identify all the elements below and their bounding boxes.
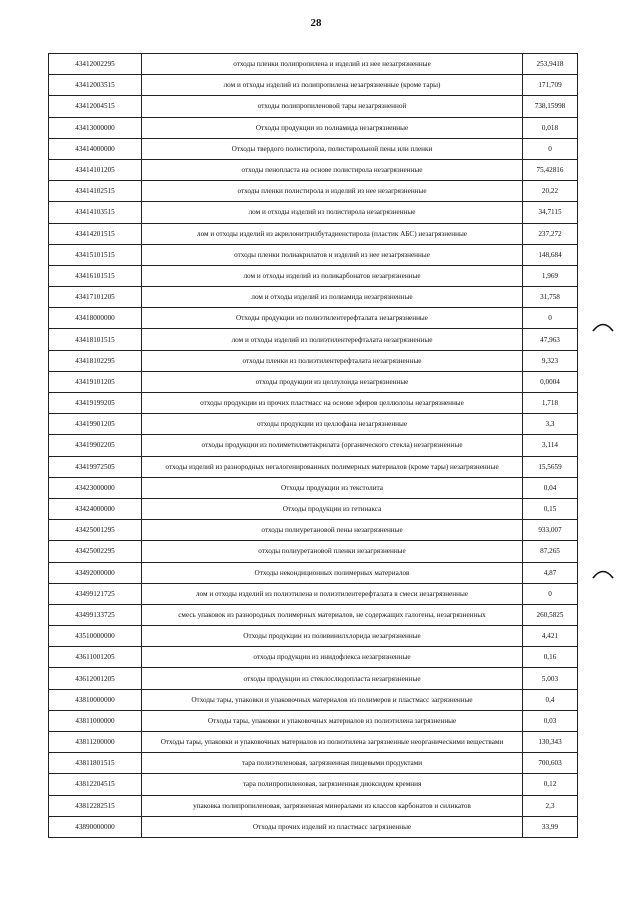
table-row <box>49 287 578 308</box>
amount-cell: 4,87 <box>523 562 578 583</box>
amount-cell: 33,99 <box>523 816 578 837</box>
amount-cell: 20,22 <box>523 181 578 202</box>
table-row <box>49 795 578 816</box>
code-cell: 43418102295 <box>49 350 142 371</box>
table-row <box>49 202 578 223</box>
name-cell: Отходы тары, упаковки и упаковочных материалов из полиэтилена загрязненные <box>142 710 523 731</box>
name-cell: лом и отходы изделий из полистирола незагрязненные <box>142 202 523 223</box>
name-cell: Отходы продукции из текстолита <box>142 477 523 498</box>
name-cell: лом и отходы изделий из полиэтилентерефталата незагрязненные <box>142 329 523 350</box>
table-row <box>49 96 578 117</box>
name-cell: тара полиэтиленовая, загрязненная пищевыми продуктами <box>142 753 523 774</box>
table-row <box>49 668 578 689</box>
name-cell: отходы продукции из стеклослюдопласта незагрязненные <box>142 668 523 689</box>
table-row <box>49 477 578 498</box>
name-cell: Отходы прочих изделий из пластмасс загрязненные <box>142 816 523 837</box>
amount-cell: 237,272 <box>523 223 578 244</box>
table-row <box>49 329 578 350</box>
name-cell: Отходы продукции из гетинакса <box>142 498 523 519</box>
code-cell: 43419972505 <box>49 456 142 477</box>
amount-cell: 1,969 <box>523 265 578 286</box>
code-cell: 43425002295 <box>49 541 142 562</box>
code-cell: 43418101515 <box>49 329 142 350</box>
name-cell: отходы пенопласта на основе полистирола незагрязненные <box>142 159 523 180</box>
amount-cell: 34,7115 <box>523 202 578 223</box>
name-cell: тара полипропиленовая, загрязненная диоксидом кремния <box>142 774 523 795</box>
name-cell: отходы продукции из инидофлекса незагрязненные <box>142 647 523 668</box>
amount-cell: 0 <box>523 583 578 604</box>
code-cell: 43492000000 <box>49 562 142 583</box>
code-cell: 43423000000 <box>49 477 142 498</box>
name-cell: лом и отходы изделий из полиэтилена и полиэтилентерефталата в смеси незагрязненные <box>142 583 523 604</box>
table-row <box>49 689 578 710</box>
code-cell: 43499133725 <box>49 604 142 625</box>
code-cell: 43612001205 <box>49 668 142 689</box>
amount-cell: 0,15 <box>523 498 578 519</box>
code-cell: 43414201515 <box>49 223 142 244</box>
code-cell: 43415101515 <box>49 244 142 265</box>
name-cell: Отходы твердого полистирола, полистирольной пены или пленки <box>142 138 523 159</box>
code-cell: 43811200000 <box>49 732 142 753</box>
table-row <box>49 393 578 414</box>
name-cell: Отходы некондиционных полимерных материалов <box>142 562 523 583</box>
page-number: 28 <box>310 17 322 29</box>
code-cell: 43419902205 <box>49 435 142 456</box>
table-row <box>49 710 578 731</box>
name-cell: отходы пленки из полиэтилентерефталата незагрязненные <box>142 350 523 371</box>
name-cell: Отходы тары, упаковки и упаковочных материалов из полиэтилена загрязненные неорганическими веществами <box>142 732 523 753</box>
table-row <box>49 774 578 795</box>
table-row <box>49 541 578 562</box>
table-row <box>49 75 578 96</box>
name-cell: отходы полипропиленовой тары незагрязненной <box>142 96 523 117</box>
table-row <box>49 414 578 435</box>
amount-cell: 4,421 <box>523 626 578 647</box>
table-row <box>49 54 578 75</box>
code-cell: 43412004515 <box>49 96 142 117</box>
code-cell: 43611001205 <box>49 647 142 668</box>
name-cell: лом и отходы изделий из полиамида незагрязненные <box>142 287 523 308</box>
name-cell: отходы пленки полиакрилатов и изделий из нее незагрязненные <box>142 244 523 265</box>
table-row <box>49 647 578 668</box>
name-cell: Отходы продукции из поливинилхлорида незагрязненные <box>142 626 523 647</box>
amount-cell: 2,3 <box>523 795 578 816</box>
code-cell: 43812204515 <box>49 774 142 795</box>
table-row <box>49 138 578 159</box>
amount-cell: 260,5825 <box>523 604 578 625</box>
name-cell: лом и отходы изделий из поликарбонатов незагрязненные <box>142 265 523 286</box>
amount-cell: 1,718 <box>523 393 578 414</box>
table-row <box>49 371 578 392</box>
name-cell: отходы изделий из разнородных негалогенированных полимерных материалов (кроме тары) незагрязненные <box>142 456 523 477</box>
code-cell: 43414101205 <box>49 159 142 180</box>
code-cell: 43499121725 <box>49 583 142 604</box>
name-cell: отходы пленки полистирола и изделий из нее незагрязненные <box>142 181 523 202</box>
name-cell: отходы продукции из прочих пластмасс на основе эфиров целлюлозы незагрязненные <box>142 393 523 414</box>
name-cell: отходы продукции из целлулоида незагрязненные <box>142 371 523 392</box>
amount-cell: 130,343 <box>523 732 578 753</box>
name-cell: Отходы продукции из полиамида незагрязненные <box>142 117 523 138</box>
code-cell: 43412002295 <box>49 54 142 75</box>
table-row <box>49 583 578 604</box>
code-cell: 43416101515 <box>49 265 142 286</box>
name-cell: отходы продукции из целлофана незагрязненные <box>142 414 523 435</box>
code-cell: 43417101205 <box>49 287 142 308</box>
table-row <box>49 308 578 329</box>
amount-cell: 0,4 <box>523 689 578 710</box>
amount-cell: 0 <box>523 138 578 159</box>
amount-cell: 0,12 <box>523 774 578 795</box>
code-cell: 43810000000 <box>49 689 142 710</box>
code-cell: 43413000000 <box>49 117 142 138</box>
name-cell: отходы полиуретановой пленки незагрязненные <box>142 541 523 562</box>
punch-hole-mark-top <box>592 320 614 332</box>
code-cell: 43424000000 <box>49 498 142 519</box>
amount-cell: 171,709 <box>523 75 578 96</box>
amount-cell: 0,04 <box>523 477 578 498</box>
amount-cell: 5,003 <box>523 668 578 689</box>
code-cell: 43811801515 <box>49 753 142 774</box>
name-cell: лом и отходы изделий из полипропилена незагрязненные (кроме тары) <box>142 75 523 96</box>
amount-cell: 3,114 <box>523 435 578 456</box>
name-cell: отходы продукции из полиметилметакрилата (органического стекла) незагрязненные <box>142 435 523 456</box>
amount-cell: 3,3 <box>523 414 578 435</box>
code-cell: 43419101205 <box>49 371 142 392</box>
table-row <box>49 520 578 541</box>
name-cell: упаковка полипропиленовая, загрязненная минералами из классов карбонатов и силикатов <box>142 795 523 816</box>
amount-cell: 15,5659 <box>523 456 578 477</box>
table-row <box>49 562 578 583</box>
amount-cell: 0,018 <box>523 117 578 138</box>
table-row <box>49 244 578 265</box>
amount-cell: 9,323 <box>523 350 578 371</box>
name-cell: лом и отходы изделий из акрилонитрилбутадиенстирола (пластик АБС) незагрязненные <box>142 223 523 244</box>
waste-table <box>48 53 578 838</box>
waste-table-body <box>49 54 578 838</box>
code-cell: 43418000000 <box>49 308 142 329</box>
code-cell: 43419901205 <box>49 414 142 435</box>
table-row <box>49 350 578 371</box>
code-cell: 43414102515 <box>49 181 142 202</box>
amount-cell: 87,265 <box>523 541 578 562</box>
table-row <box>49 159 578 180</box>
amount-cell: 0,16 <box>523 647 578 668</box>
table-row <box>49 732 578 753</box>
amount-cell: 0,0004 <box>523 371 578 392</box>
table-row <box>49 498 578 519</box>
punch-hole-mark-bottom <box>592 567 614 579</box>
code-cell: 43890000000 <box>49 816 142 837</box>
code-cell: 43419199205 <box>49 393 142 414</box>
name-cell: Отходы продукции из полиэтилентерефталата незагрязненные <box>142 308 523 329</box>
table-row <box>49 117 578 138</box>
amount-cell: 738,15998 <box>523 96 578 117</box>
amount-cell: 47,963 <box>523 329 578 350</box>
name-cell: отходы пленки полипропилена и изделий из нее незагрязненные <box>142 54 523 75</box>
code-cell: 43425001295 <box>49 520 142 541</box>
table-row <box>49 223 578 244</box>
amount-cell: 31,758 <box>523 287 578 308</box>
table-row <box>49 816 578 837</box>
amount-cell: 148,684 <box>523 244 578 265</box>
code-cell: 43412003515 <box>49 75 142 96</box>
name-cell: отходы полиуретановой пены незагрязненные <box>142 520 523 541</box>
amount-cell: 933,007 <box>523 520 578 541</box>
name-cell: Отходы тары, упаковки и упаковочных материалов из полимеров и пластмасс загрязненные <box>142 689 523 710</box>
amount-cell: 75,42816 <box>523 159 578 180</box>
name-cell: смесь упаковок из разнородных полимерных материалов, не содержащих галогены, незагрязненных <box>142 604 523 625</box>
table-row <box>49 604 578 625</box>
amount-cell: 253,9418 <box>523 54 578 75</box>
table-row <box>49 626 578 647</box>
table-row <box>49 753 578 774</box>
code-cell: 43811000000 <box>49 710 142 731</box>
table-row <box>49 265 578 286</box>
code-cell: 43414103515 <box>49 202 142 223</box>
code-cell: 43510000000 <box>49 626 142 647</box>
table-row <box>49 181 578 202</box>
amount-cell: 0,03 <box>523 710 578 731</box>
table-row <box>49 456 578 477</box>
code-cell: 43812282515 <box>49 795 142 816</box>
amount-cell: 700,603 <box>523 753 578 774</box>
code-cell: 43414000000 <box>49 138 142 159</box>
amount-cell: 0 <box>523 308 578 329</box>
table-row <box>49 435 578 456</box>
